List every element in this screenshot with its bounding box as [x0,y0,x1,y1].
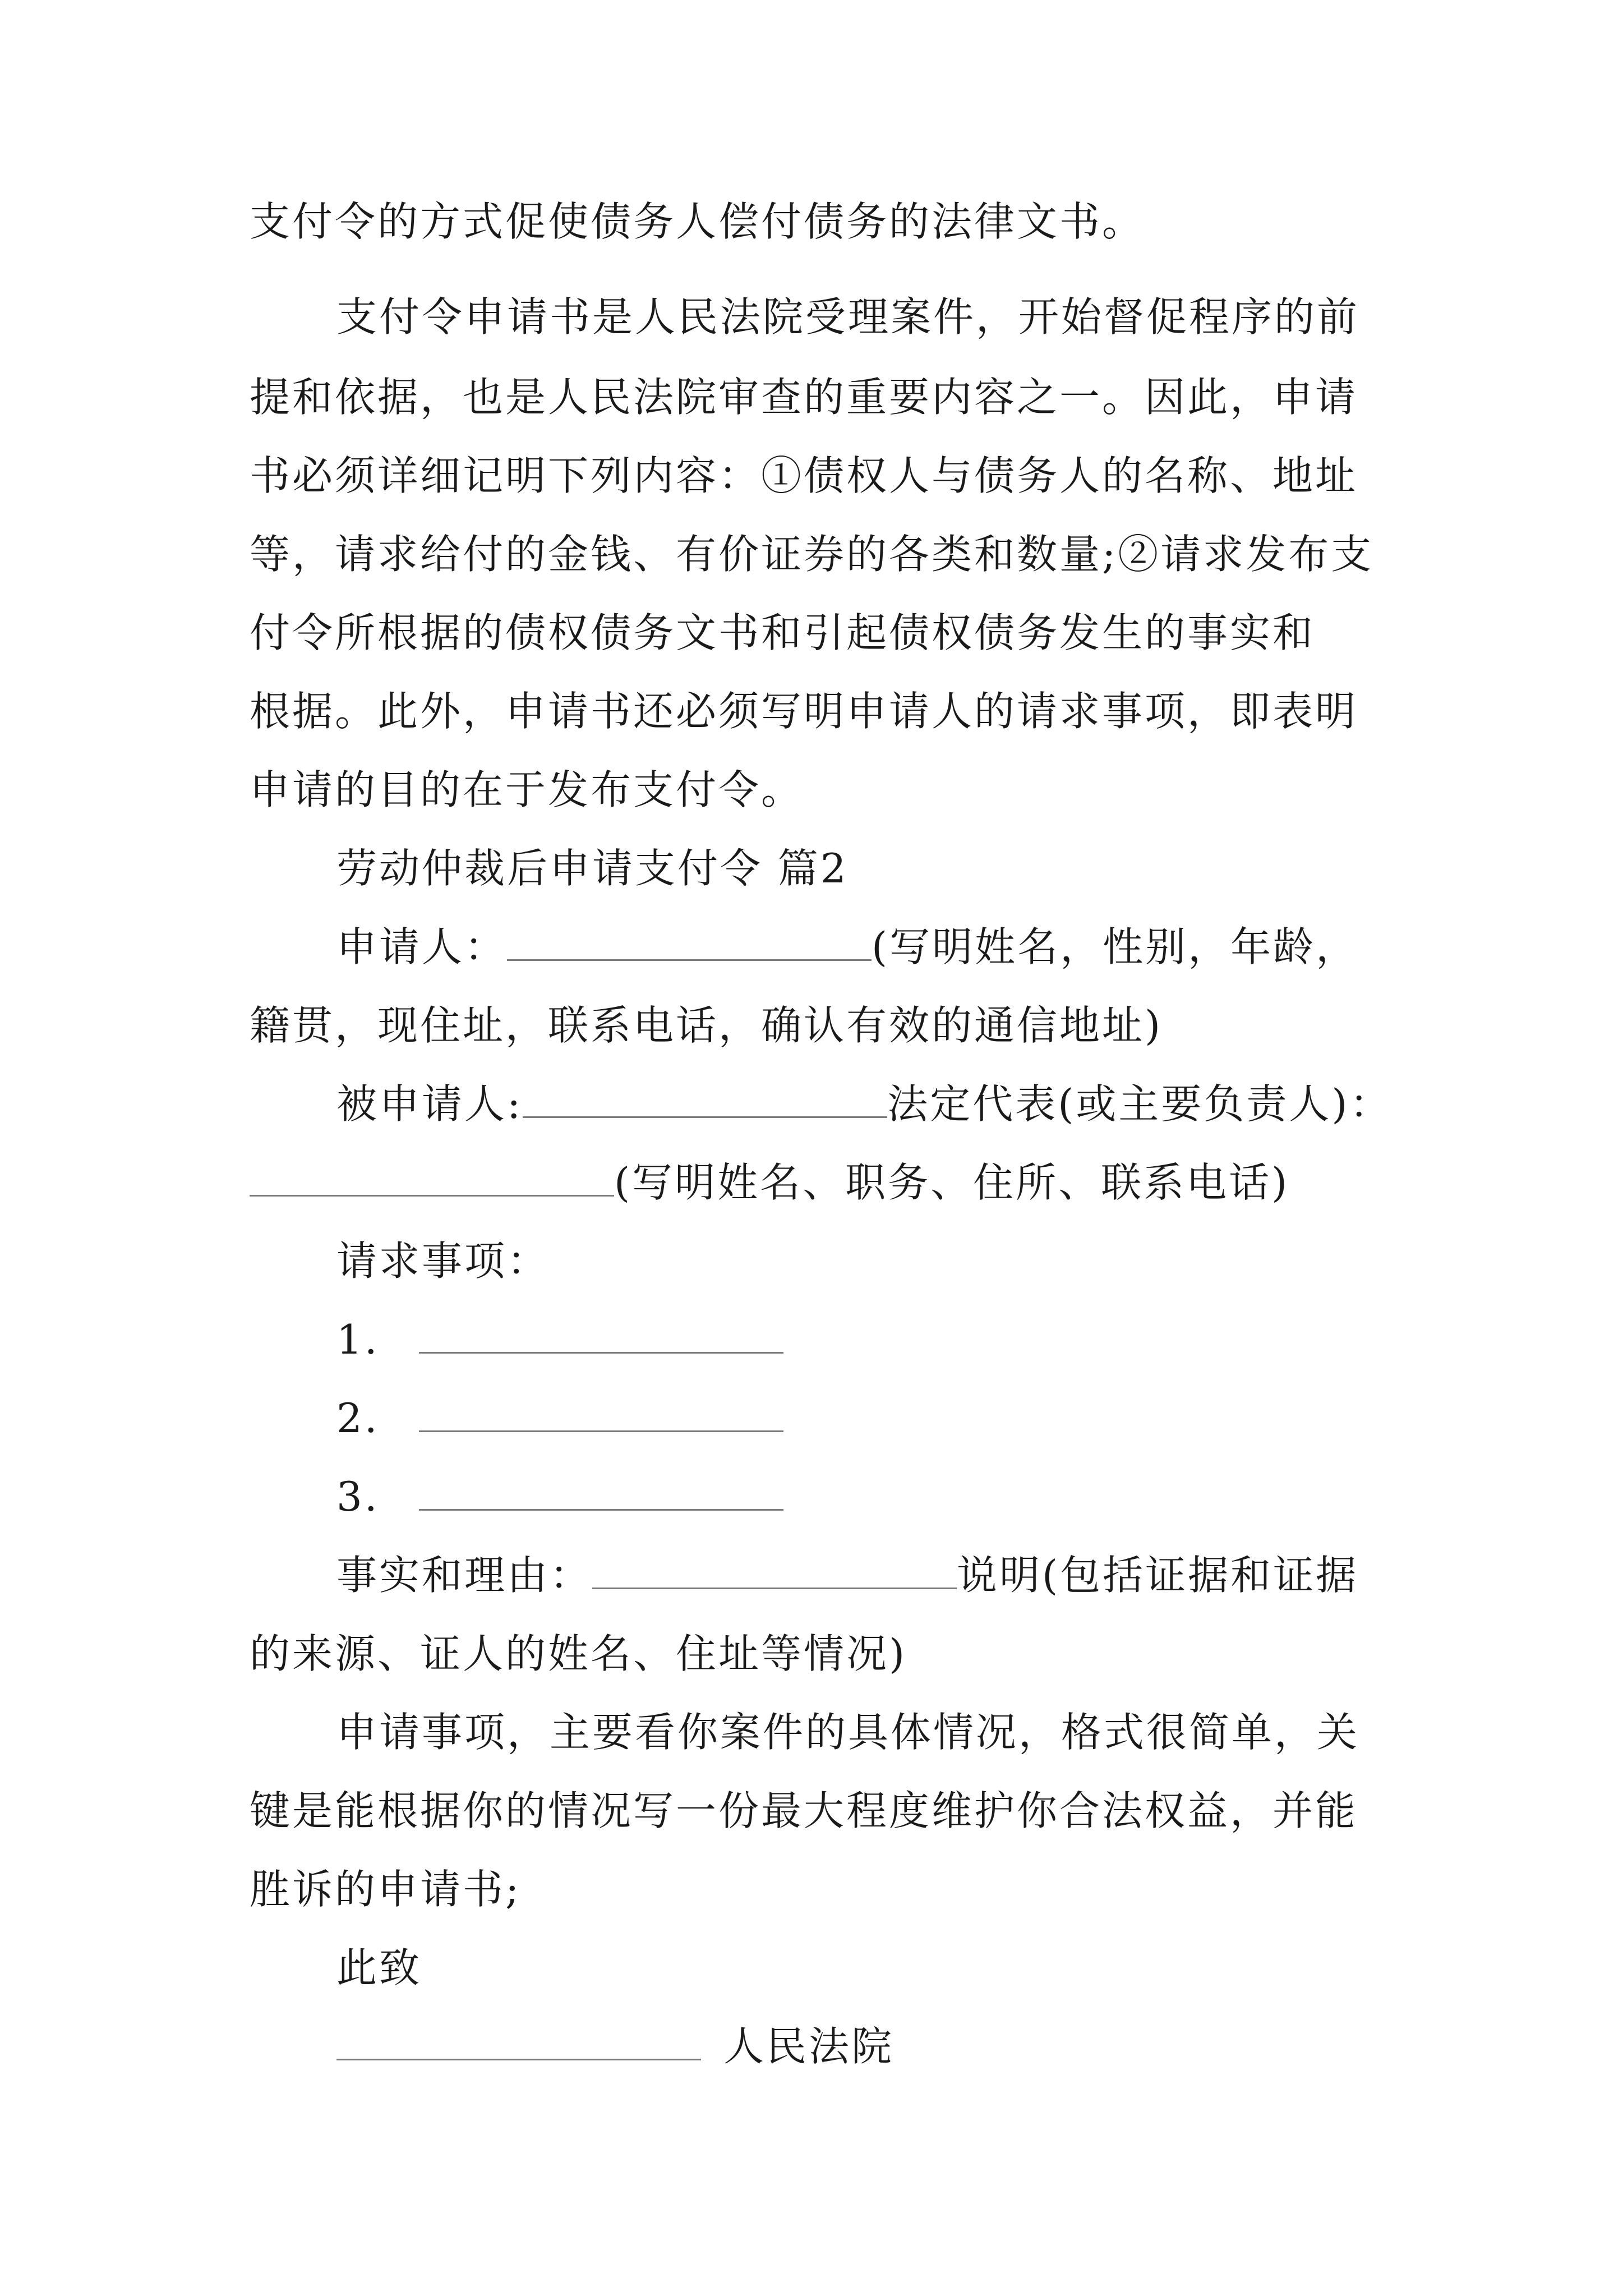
legal-rep-label: 法定代表(或主要负责人)： [887,1080,1393,1128]
facts-label: 事实和理由： [336,1552,593,1599]
paragraph-line: 提和依据，也是人民法院审查的重要内容之一。因此，申请 [250,374,1358,421]
legal-rep-note: (写明姓名、职务、住所、联系电话) [614,1159,1290,1206]
paragraph-line: 支付令的方式促使债务人偿付债务的法律文书。 [250,198,1145,245]
requests-label: 请求事项： [336,1237,550,1285]
respondent-line [336,1076,1392,1132]
paragraph-line: 付令所根据的债权债务文书和引起债权债务发生的事实和 [250,609,1316,656]
request-item-blank [419,1469,783,1511]
legal-rep-blank [250,1154,614,1197]
facts-note: 说明(包括证据和证据 [957,1552,1359,1599]
paragraph-line: 根据。此外，申请书还必须写明申请人的请求事项，即表明 [250,688,1358,735]
applicant-line [336,919,1358,975]
request-item-blank [419,1390,783,1432]
legal-rep-line [250,1154,1289,1211]
request-item-number: 3. [336,1473,380,1520]
paragraph-line: 的来源、证人的姓名、住址等情况) [250,1630,907,1677]
facts-blank [592,1547,957,1589]
request-item [336,1312,783,1368]
request-item-blank [419,1312,783,1354]
court-blank [336,2018,701,2060]
request-item-number: 2. [336,1395,380,1442]
court-line [336,2018,894,2074]
request-item-number: 1. [336,1316,380,1363]
paragraph-line: 胜诉的申请书; [250,1866,522,1913]
paragraph-line: 申请事项，主要看你案件的具体情况，格式很简单，关 [336,1709,1360,1756]
court-label: 人民法院 [723,2023,895,2070]
section-heading: 劳动仲裁后申请支付令 篇2 [336,845,849,892]
facts-line [336,1547,1358,1603]
respondent-blank [523,1076,887,1118]
paragraph-line: 申请的目的在于发布支付令。 [250,766,804,813]
applicant-note: (写明姓名，性别，年龄， [872,923,1359,970]
paragraph-line: 书必须详细记明下列内容：①债权人与债务人的名称、地址 [250,452,1358,499]
request-item [336,1469,783,1525]
closing-salutation: 此致 [336,1944,422,1991]
respondent-label: 被申请人: [336,1080,523,1128]
applicant-label: 申请人： [336,923,508,970]
paragraph-line: 键是能根据你的情况写一份最大程度维护你合法权益，并能 [250,1787,1358,1834]
paragraph-line: 支付令申请书是人民法院受理案件，开始督促程序的前 [336,293,1360,341]
applicant-blank [507,919,872,961]
paragraph-line: 籍贯，现住址，联系电话，确认有效的通信地址) [250,1002,1163,1049]
request-item [336,1390,783,1446]
paragraph-line: 等，请求给付的金钱、有价证券的各类和数量;②请求发布支 [250,531,1374,578]
